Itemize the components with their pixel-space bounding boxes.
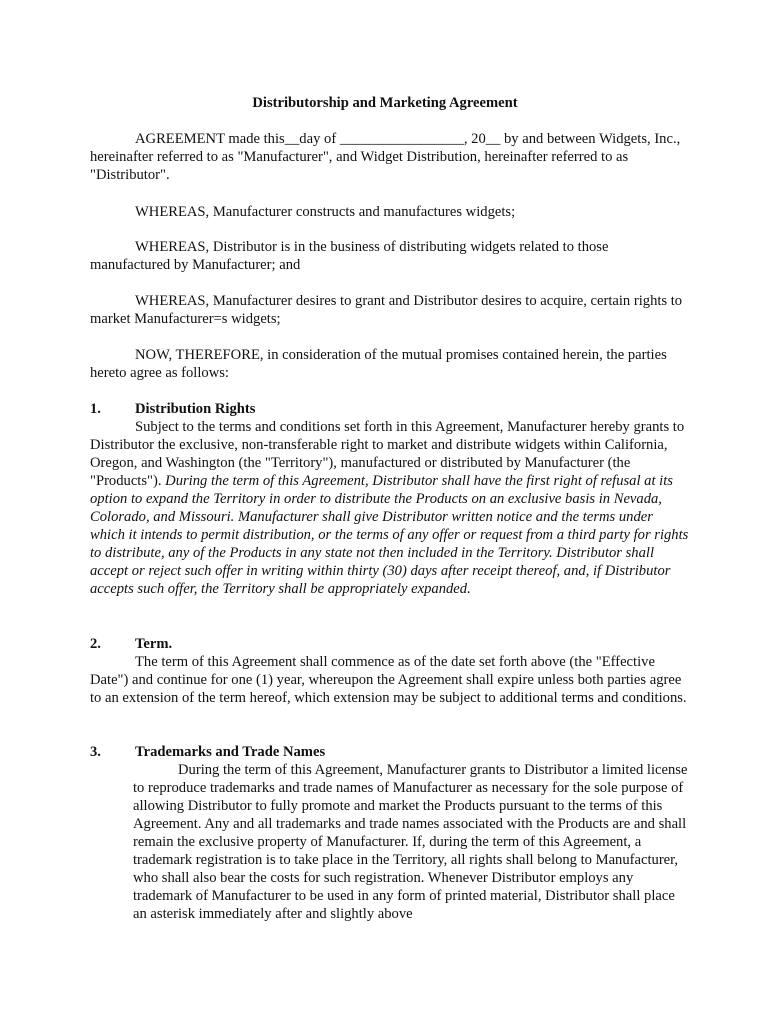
whereas-clause-2: WHEREAS, Distributor is in the business of distributing widgets related to those manufactured by Manufacturer; and — [90, 239, 609, 273]
section-heading — [90, 400, 690, 418]
section-heading — [90, 743, 690, 761]
whereas-clause-3: WHEREAS, Manufacturer desires to grant and Distributor desires to acquire, certain rights to market Manufacturer=s widgets; — [90, 293, 683, 327]
section-number: 2. — [90, 636, 101, 652]
section-number: 1. — [90, 401, 101, 417]
section-body: The term of this Agreement shall commence as of the date set forth above (the "Effective Date") and continue for one (1) year, whereupon the Agreement shall expire unless both parties agree to an extension of the term hereof, which extension may be subject to additional terms and conditions. — [90, 654, 687, 706]
section-body: During the term of this Agreement, Manufacturer grants to Distributor a limited license to reproduce trademarks and trade names of Manufacturer as necessary for the sole purpose of allowing Distributor to fully promote and market the Products pursuant to the terms of this Agreement. Any and all trademarks and trade names associated with the Products are and shall remain the exclusive property of Manufacturer. If, during the term of this Agreement, a trademark registration is to take place in the Territory, all rights shall belong to Manufacturer, who shall also bear the costs for such registration. Whenever Distributor employs any trademark of Manufacturer to be used in any form of printed material, Distributor shall place an asterisk immediately after and slightly above — [133, 762, 688, 922]
section-body-italic: During the term of this Agreement, Distributor shall have the first right of refusal at its option to expand the Territory in order to distribute the Products on an exclusive basis in Nevada, Colorado, and Missouri. Manufacturer shall give Distributor written notice and the terms under which it intends to permit distribution, or the terms of any offer or request from a third party for rights to distribute, any of the Products in any state not then included in the Territory. Distributor shall accept or reject such offer in writing within thirty (30) days after receipt thereof, and, if Distributor accepts such offer, the Territory shall be appropriately expanded. — [90, 473, 689, 597]
section-body — [90, 418, 690, 598]
section-term — [90, 635, 690, 707]
now-therefore-paragraph: NOW, THEREFORE, in consideration of the mutual promises contained herein, the parties hereto agree as follows: — [90, 347, 667, 381]
agreement-intro-paragraph: AGREEMENT made this__day of _________________, 20__ by and between Widgets, Inc., hereinafter referred to as "Manufacturer", and Widget Distribution, hereinafter referred to as "Distributor". — [90, 131, 681, 183]
section-trademarks — [90, 743, 690, 923]
section-title: Trademarks and Trade Names — [135, 744, 326, 760]
section-title: Term. — [135, 636, 173, 652]
section-heading — [90, 635, 690, 653]
section-body-plain: Subject to the terms and conditions set forth in this Agreement, Manufacturer hereby grants to Distributor the exclusive, non-transferable right to market and distribute widgets within California, Oregon, and Washington (the "Territory"), manufactured or distributed by Manufacturer (the "Products"). — [90, 419, 685, 489]
section-distribution-rights — [90, 400, 690, 598]
section-title: Distribution Rights — [135, 401, 256, 417]
section-number: 3. — [90, 744, 101, 760]
whereas-clause-1: WHEREAS, Manufacturer constructs and manufactures widgets; — [135, 204, 516, 220]
document-title: Distributorship and Marketing Agreement — [252, 95, 518, 111]
